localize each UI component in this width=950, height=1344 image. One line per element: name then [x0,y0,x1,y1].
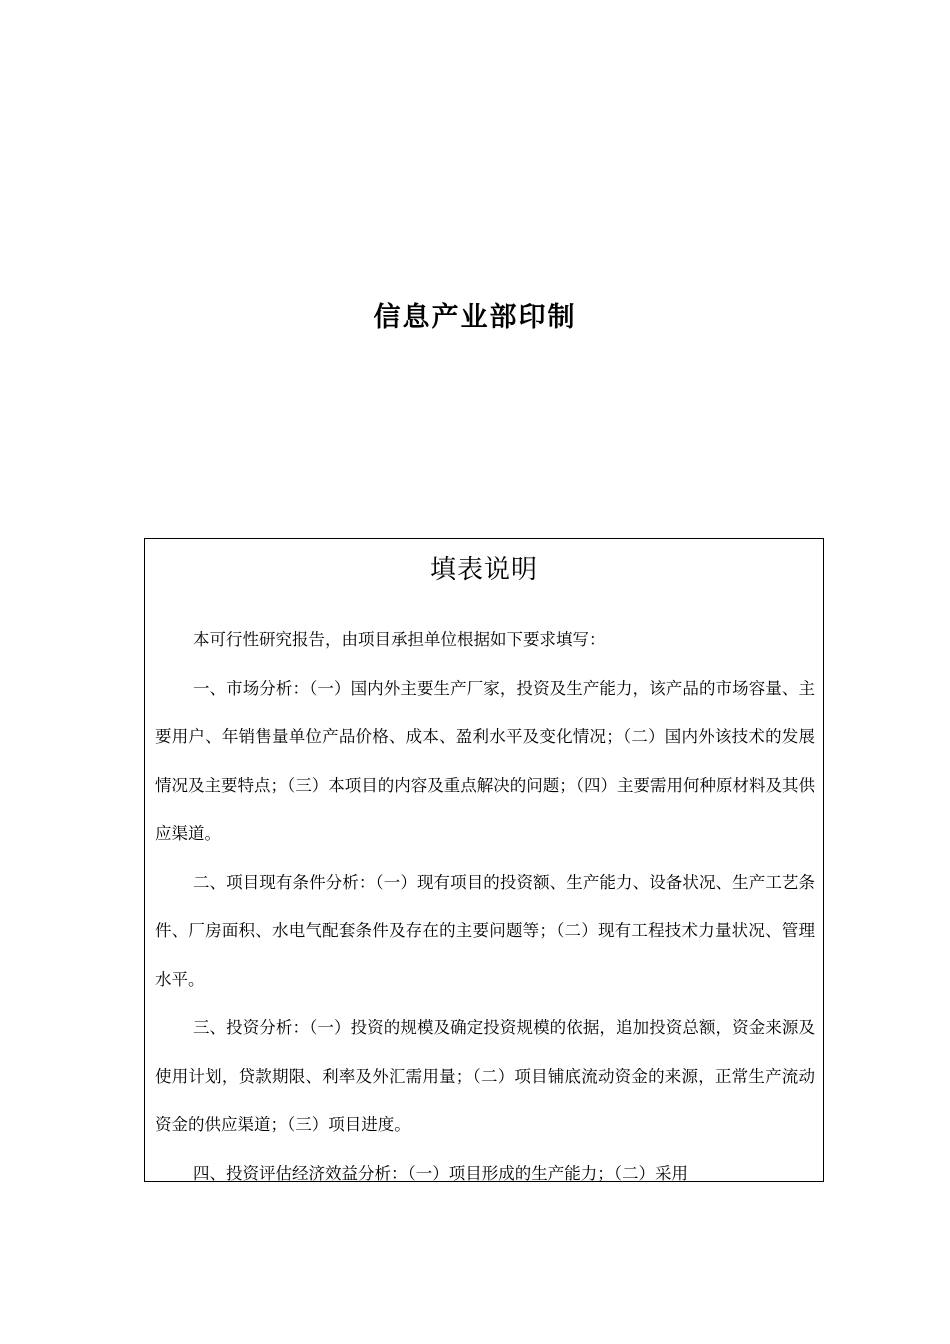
section-investment-analysis: 三、投资分析：（一）投资的规模及确定投资规模的依据，追加投资总额，资金来源及使用计划，贷款期限、利率及外汇需用量；（二）项目铺底流动资金的来源，正常生产流动资金的供应渠道；（三）项目进度。 [155,1018,815,1134]
section-existing-conditions: 二、项目现有条件分析：（一）现有项目的投资额、生产能力、设备状况、生产工艺条件、厂房面积、水电气配套条件及存在的主要问题等；（二）现有工程技术力量状况、管理水平。 [155,872,815,989]
instructions-title: 填表说明 [429,555,538,585]
instructions-box [144,538,824,1182]
instructions-intro: 本可行性研究报告，由项目承担单位根据如下要求填写： [192,630,606,649]
instructions-body [155,616,815,1182]
section-market-analysis: 一、市场分析：（一）国内外主要生产厂家，投资及生产能力，该产品的市场容量、主要用户、年销售量单位产品价格、成本、盈利水平及变化情况；（二）国内外该技术的发展情况及主要特点；（三）本项目的内容及重点解决的问题；（四）主要需用何种原材料及其供应渠道。 [155,678,815,843]
publisher-title: 信息产业部印制 [373,302,577,333]
section-economic-benefit: 四、投资评估经济效益分析：（一）项目形成的生产能力；（二）采用 [192,1163,688,1182]
